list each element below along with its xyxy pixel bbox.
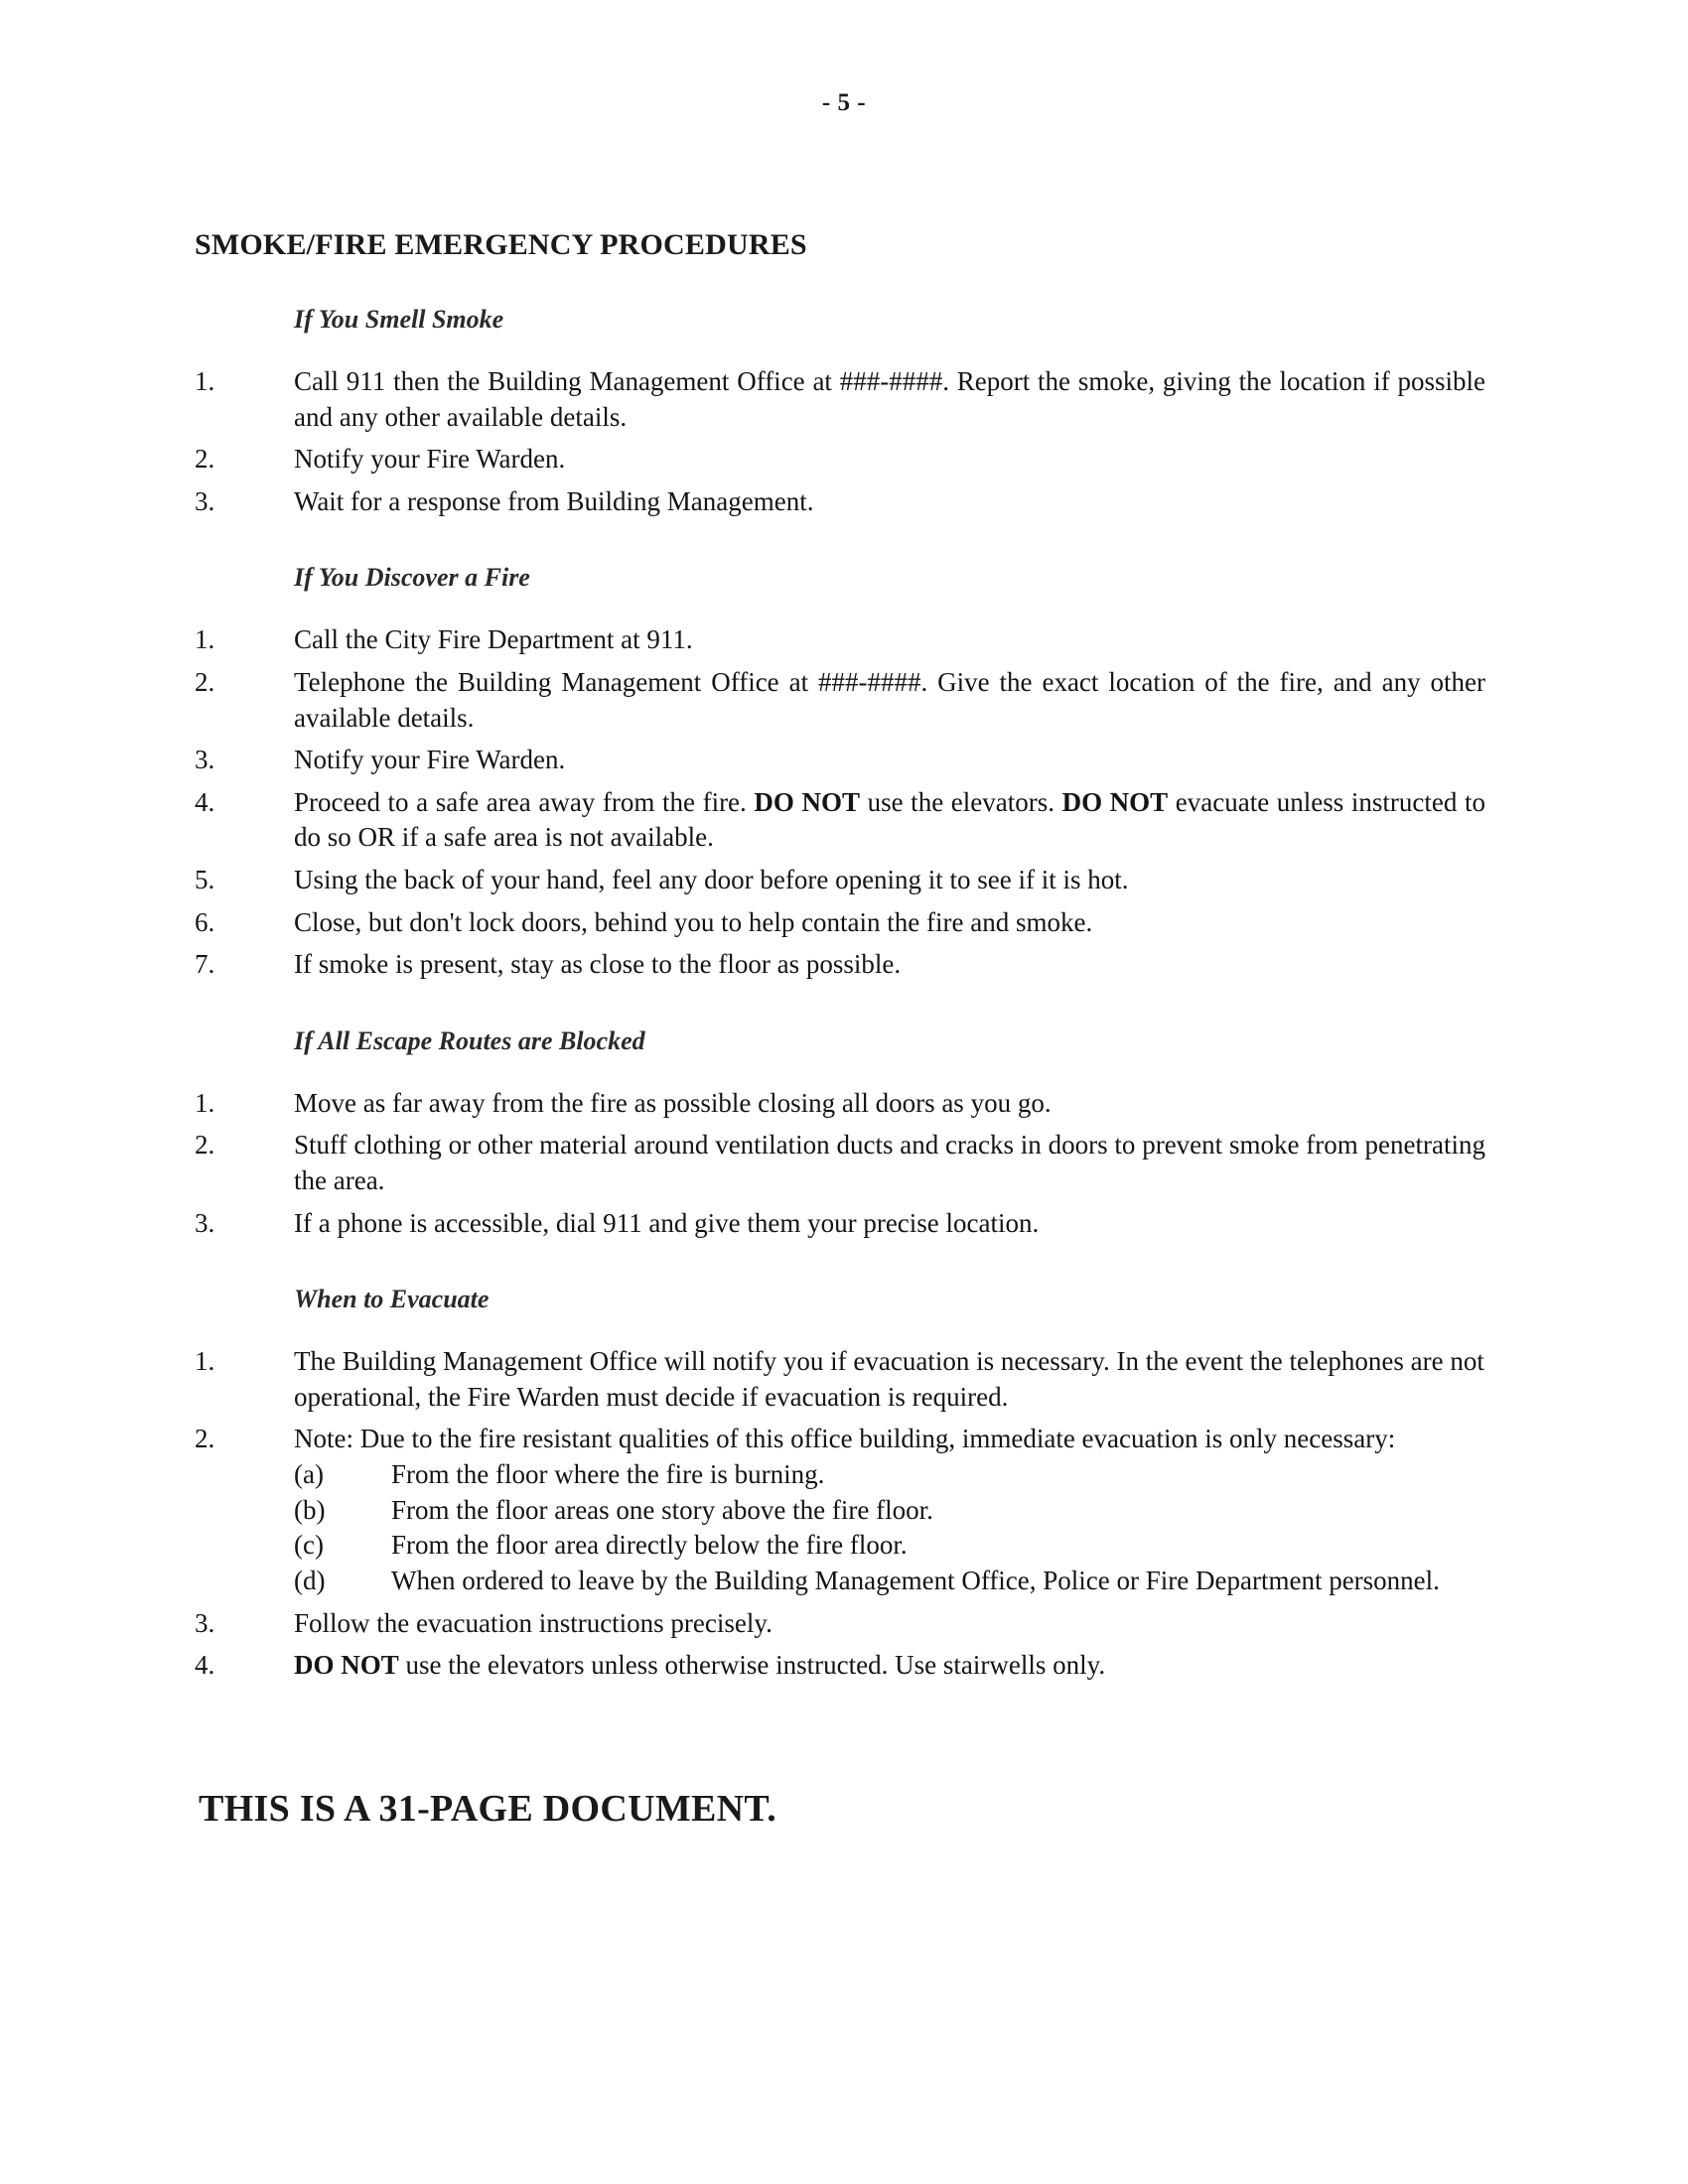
sub-list-text: From the floor area directly below the fire floor. bbox=[391, 1530, 908, 1561]
list-marker: 1. bbox=[195, 624, 215, 655]
list-item bbox=[195, 622, 1485, 658]
emphasis-do-not: DO NOT bbox=[754, 786, 860, 817]
sub-list-marker: (d) bbox=[294, 1565, 326, 1595]
sub-procedure-list bbox=[294, 1457, 1485, 1599]
list-marker: 1. bbox=[195, 1087, 215, 1118]
list-text: If smoke is present, stay as close to the floor as possible. bbox=[294, 949, 902, 980]
section-escape-routes-blocked bbox=[195, 1026, 1485, 1241]
list-item bbox=[195, 1344, 1485, 1415]
list-text: Using the back of your hand, feel any door before opening it to see if it is hot. bbox=[294, 865, 1129, 895]
procedure-list bbox=[195, 364, 1485, 520]
sub-list-marker: (a) bbox=[294, 1459, 324, 1490]
list-item bbox=[195, 785, 1485, 856]
list-text: Stuff clothing or other material around ventilation ducts and cracks in doors to prevent smoke from penetrating the area. bbox=[294, 1130, 1485, 1196]
list-text: Wait for a response from Building Management. bbox=[294, 485, 814, 516]
list-item bbox=[195, 1086, 1485, 1122]
list-marker: 1. bbox=[195, 365, 215, 396]
list-item bbox=[195, 484, 1485, 520]
sub-list-item bbox=[294, 1493, 1485, 1529]
document-footer-note: THIS IS A 31-PAGE DOCUMENT. bbox=[199, 1788, 777, 1830]
sub-list-marker: (c) bbox=[294, 1530, 324, 1561]
list-marker: 7. bbox=[195, 949, 215, 980]
list-marker: 2. bbox=[195, 666, 215, 697]
list-text: Close, but don't lock doors, behind you to help contain the fire and smoke. bbox=[294, 906, 1093, 937]
list-item bbox=[195, 947, 1485, 983]
document-content bbox=[195, 228, 1485, 1691]
list-text-part: use the elevators unless otherwise instructed. Use stairwells only. bbox=[398, 1650, 1106, 1681]
list-marker: 2. bbox=[195, 444, 215, 475]
list-marker: 2. bbox=[195, 1424, 215, 1454]
list-item bbox=[195, 364, 1485, 435]
list-item bbox=[195, 665, 1485, 736]
sub-list-item bbox=[294, 1564, 1485, 1599]
list-item bbox=[195, 1128, 1485, 1198]
list-marker: 4. bbox=[195, 1650, 215, 1681]
section-heading: If All Escape Routes are Blocked bbox=[294, 1025, 645, 1055]
list-text bbox=[294, 785, 1485, 856]
list-item bbox=[195, 442, 1485, 478]
list-item bbox=[195, 1606, 1485, 1642]
sub-list-item bbox=[294, 1457, 1485, 1493]
sub-list-text: From the floor where the fire is burning. bbox=[391, 1459, 825, 1490]
list-marker: 2. bbox=[195, 1130, 215, 1160]
sub-list-item bbox=[294, 1528, 1485, 1564]
list-text: Telephone the Building Management Office at ###-####. Give the exact location of the fire, and any other available details. bbox=[294, 666, 1485, 733]
section-when-to-evacuate bbox=[195, 1285, 1485, 1684]
sub-list-text: When ordered to leave by the Building Management Office, Police or Fire Department personnel. bbox=[391, 1565, 1440, 1595]
list-marker: 5. bbox=[195, 865, 215, 895]
list-text: Call the City Fire Department at 911. bbox=[294, 624, 693, 655]
page-number: - 5 - bbox=[821, 89, 867, 116]
list-text bbox=[294, 1648, 1485, 1684]
list-text: Notify your Fire Warden. bbox=[294, 745, 566, 775]
list-item bbox=[195, 1648, 1485, 1684]
list-text: Notify your Fire Warden. bbox=[294, 444, 566, 475]
sub-list-marker: (b) bbox=[294, 1494, 326, 1525]
section-discover-fire bbox=[195, 563, 1485, 983]
list-marker: 4. bbox=[195, 786, 215, 817]
list-text: Follow the evacuation instructions precisely. bbox=[294, 1607, 773, 1638]
list-text: Call 911 then the Building Management Office at ###-####. Report the smoke, giving the location if possible and any other available details. bbox=[294, 365, 1485, 432]
section-heading: If You Smell Smoke bbox=[294, 305, 504, 334]
section-heading: When to Evacuate bbox=[294, 1285, 490, 1314]
list-text: If a phone is accessible, dial 911 and give them your precise location. bbox=[294, 1207, 1040, 1238]
procedure-list bbox=[195, 1086, 1485, 1242]
list-marker: 3. bbox=[195, 1207, 215, 1238]
list-marker: 6. bbox=[195, 906, 215, 937]
procedure-list bbox=[195, 1344, 1485, 1684]
list-marker: 3. bbox=[195, 1607, 215, 1638]
list-item bbox=[195, 1206, 1485, 1242]
emphasis-do-not: DO NOT bbox=[1061, 786, 1169, 817]
list-item bbox=[195, 863, 1485, 898]
list-text: The Building Management Office will notify you if evacuation is necessary. In the event the telephones are not operational, the Fire Warden must decide if evacuation is required. bbox=[294, 1346, 1484, 1412]
list-marker: 3. bbox=[195, 485, 215, 516]
procedure-list bbox=[195, 622, 1485, 983]
page-title: SMOKE/FIRE EMERGENCY PROCEDURES bbox=[195, 228, 807, 261]
list-item bbox=[195, 743, 1485, 778]
list-text: Note: Due to the fire resistant qualities of this office building, immediate evacuation is only necessary: bbox=[294, 1424, 1396, 1454]
list-marker: 3. bbox=[195, 745, 215, 775]
section-heading: If You Discover a Fire bbox=[294, 563, 530, 593]
list-item bbox=[195, 1422, 1485, 1598]
list-text-part: use the elevators. bbox=[860, 786, 1062, 817]
section-smell-smoke bbox=[195, 305, 1485, 519]
list-text-part: Proceed to a safe area away from the fire. bbox=[294, 786, 755, 817]
list-text-part: evacuate unless instructed to do so OR if a safe area is not available. bbox=[294, 786, 1485, 853]
emphasis-do-not: DO NOT bbox=[294, 1650, 399, 1681]
list-text: Move as far away from the fire as possible closing all doors as you go. bbox=[294, 1087, 1052, 1118]
list-item bbox=[195, 905, 1485, 941]
sub-list-text: From the floor areas one story above the fire floor. bbox=[391, 1494, 933, 1525]
list-marker: 1. bbox=[195, 1346, 215, 1377]
